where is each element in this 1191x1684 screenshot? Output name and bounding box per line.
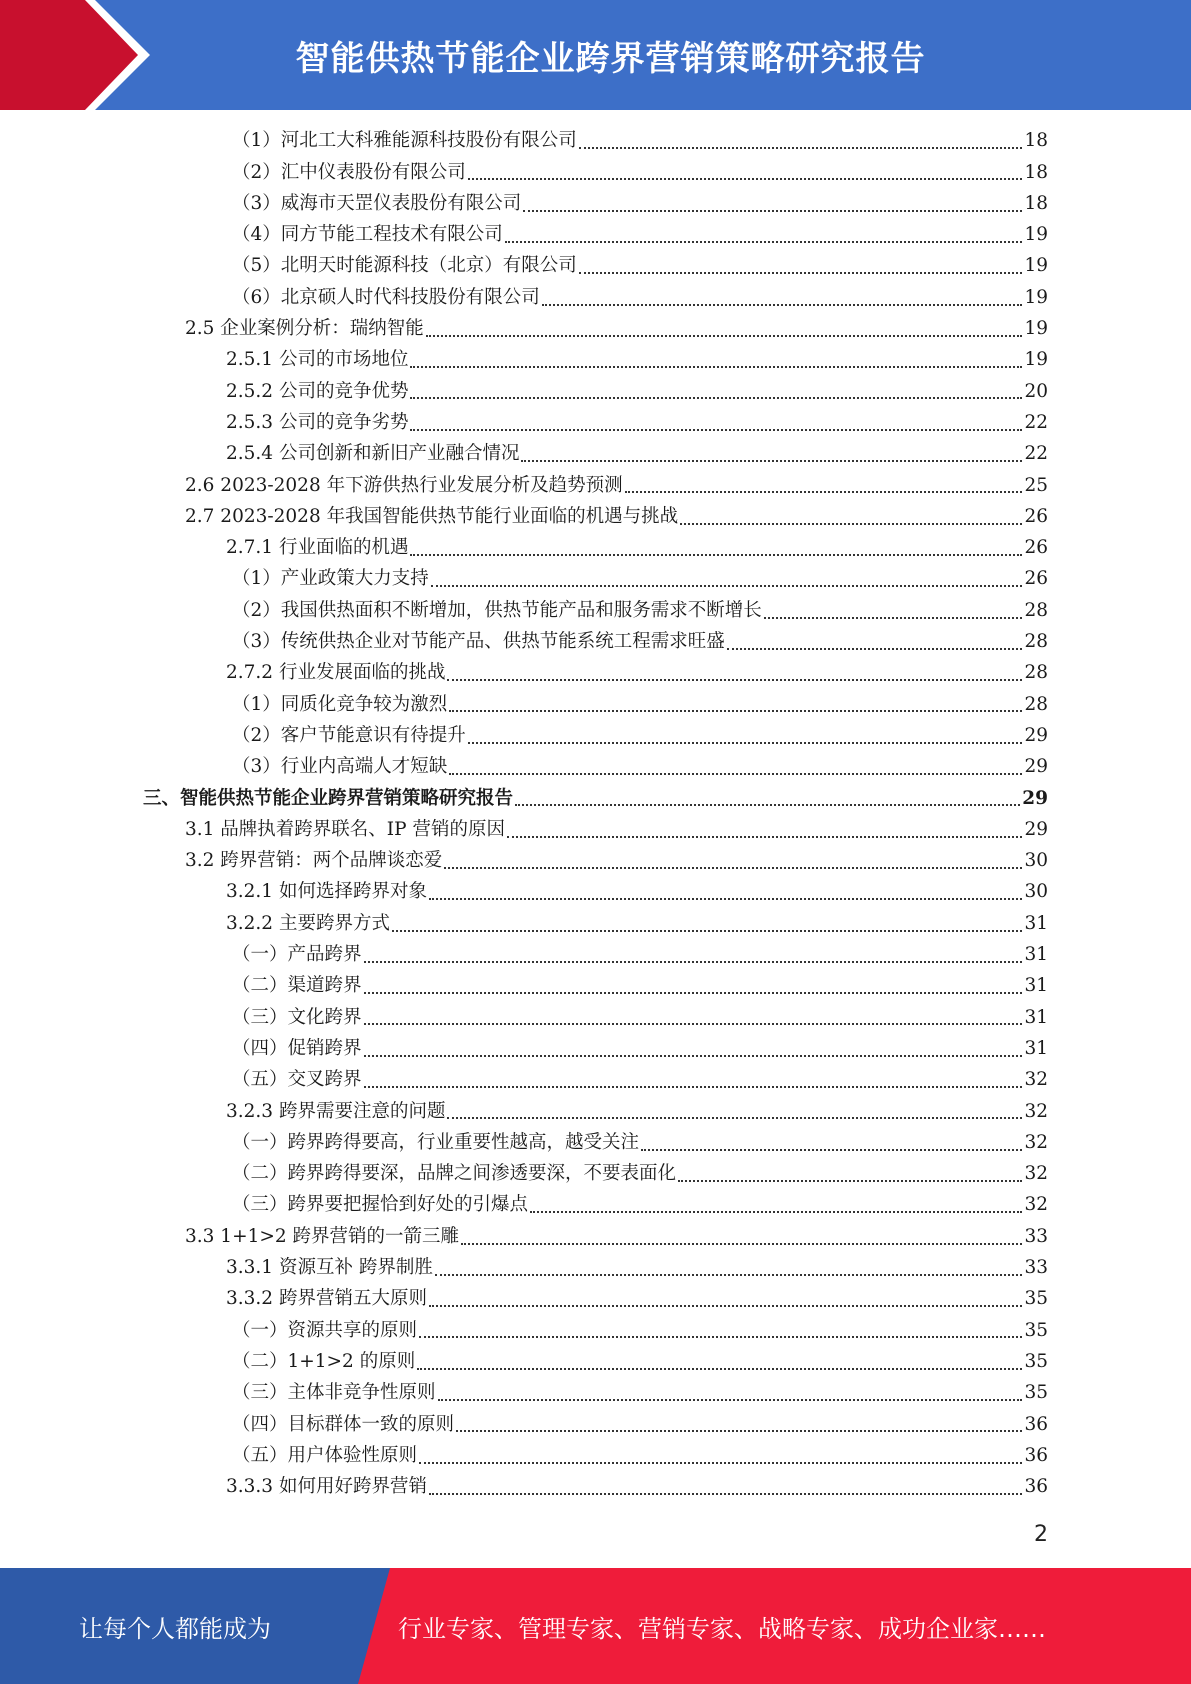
page-footer bbox=[0, 1568, 1191, 1684]
toc-entry-label: （三）跨界要把握恰到好处的引爆点 bbox=[232, 1194, 529, 1216]
toc-entry-page: 29 bbox=[1024, 724, 1048, 746]
toc-entry[interactable] bbox=[232, 564, 1048, 595]
toc-entry-label: （2）客户节能意识有待提升 bbox=[232, 724, 466, 746]
page-header bbox=[0, 0, 1191, 110]
toc-entry-label: （3）行业内高端人才短缺 bbox=[232, 756, 448, 778]
toc-entry-label: （三）文化跨界 bbox=[232, 1006, 362, 1028]
toc-entry-label: 2.5 企业案例分析：瑞纳智能 bbox=[185, 318, 424, 340]
toc-entry[interactable] bbox=[232, 189, 1048, 220]
toc-entry[interactable] bbox=[232, 1441, 1048, 1472]
toc-dot-leader bbox=[530, 1210, 1022, 1213]
toc-entry-label: （5）北明天时能源科技（北京）有限公司 bbox=[232, 255, 577, 277]
toc-dot-leader bbox=[447, 1116, 1022, 1119]
toc-entry-label: （3）威海市天罡仪表股份有限公司 bbox=[232, 192, 522, 214]
toc-entry-label: （1）河北工大科雅能源科技股份有限公司 bbox=[232, 130, 577, 152]
toc-entry[interactable] bbox=[226, 909, 1048, 940]
toc-entry[interactable] bbox=[143, 783, 1048, 814]
toc-entry[interactable] bbox=[226, 533, 1048, 564]
toc-entry-page: 19 bbox=[1024, 318, 1048, 340]
toc-dot-leader bbox=[417, 1367, 1022, 1370]
toc-entry-page: 28 bbox=[1024, 662, 1048, 684]
toc-entry-page: 26 bbox=[1024, 537, 1048, 559]
toc-entry-page: 28 bbox=[1024, 631, 1048, 653]
toc-dot-leader bbox=[429, 897, 1022, 900]
toc-entry-label: 3.2.2 主要跨界方式 bbox=[226, 912, 390, 934]
toc-entry-page: 29 bbox=[1022, 787, 1048, 809]
toc-entry[interactable] bbox=[232, 940, 1048, 971]
toc-dot-leader bbox=[410, 428, 1022, 431]
toc-entry-label: （1）同质化竞争较为激烈 bbox=[232, 693, 448, 715]
toc-entry-label: 2.7.1 行业面临的机遇 bbox=[226, 537, 409, 559]
toc-entry-label: 3.3 1+1>2 跨界营销的一箭三雕 bbox=[185, 1225, 459, 1247]
toc-entry[interactable] bbox=[185, 846, 1048, 877]
toc-entry[interactable] bbox=[232, 689, 1048, 720]
toc-dot-leader bbox=[542, 303, 1023, 306]
toc-dot-leader bbox=[426, 334, 1023, 337]
toc-entry-label: （五）用户体验性原则 bbox=[232, 1444, 418, 1466]
toc-entry-page: 28 bbox=[1024, 599, 1048, 621]
toc-entry[interactable] bbox=[185, 314, 1048, 345]
toc-dot-leader bbox=[468, 741, 1023, 744]
toc-entry-page: 36 bbox=[1024, 1444, 1048, 1466]
toc-entry-page: 31 bbox=[1024, 1006, 1048, 1028]
toc-entry-label: 2.6 2023-2028 年下游供热行业发展分析及趋势预测 bbox=[185, 474, 623, 496]
toc-entry[interactable] bbox=[226, 1253, 1048, 1284]
toc-entry[interactable] bbox=[185, 815, 1048, 846]
toc-entry[interactable] bbox=[232, 752, 1048, 783]
toc-entry[interactable] bbox=[232, 1128, 1048, 1159]
toc-entry-page: 31 bbox=[1024, 944, 1048, 966]
toc-dot-leader bbox=[447, 678, 1022, 681]
toc-entry[interactable] bbox=[226, 1472, 1048, 1503]
toc-entry-label: （2）汇中仪表股份有限公司 bbox=[232, 161, 466, 183]
toc-entry[interactable] bbox=[232, 251, 1048, 282]
toc-entry-label: 2.5.2 公司的竞争优势 bbox=[226, 380, 409, 402]
toc-entry-page: 26 bbox=[1024, 568, 1048, 590]
toc-entry-page: 31 bbox=[1024, 912, 1048, 934]
toc-entry-page: 35 bbox=[1024, 1319, 1048, 1341]
toc-entry[interactable] bbox=[232, 721, 1048, 752]
toc-entry[interactable] bbox=[226, 345, 1048, 376]
toc-entry-page: 18 bbox=[1024, 130, 1048, 152]
toc-entry[interactable] bbox=[232, 1065, 1048, 1096]
toc-entry-page: 22 bbox=[1024, 443, 1048, 465]
toc-entry-label: （三）主体非竞争性原则 bbox=[232, 1382, 436, 1404]
toc-entry[interactable] bbox=[232, 1034, 1048, 1065]
toc-entry-page: 32 bbox=[1024, 1069, 1048, 1091]
toc-entry[interactable] bbox=[185, 1222, 1048, 1253]
toc-entry-page: 25 bbox=[1024, 474, 1048, 496]
toc-entry-label: （一）产品跨界 bbox=[232, 944, 362, 966]
toc-entry[interactable] bbox=[232, 596, 1048, 627]
toc-dot-leader bbox=[641, 1148, 1022, 1151]
toc-dot-leader bbox=[429, 1304, 1022, 1307]
toc-entry-label: （一）跨界跨得要高，行业重要性越高，越受关注 bbox=[232, 1131, 640, 1153]
toc-entry-label: （4）同方节能工程技术有限公司 bbox=[232, 224, 503, 246]
toc-entry[interactable] bbox=[226, 408, 1048, 439]
toc-entry-page: 36 bbox=[1024, 1476, 1048, 1498]
toc-dot-leader bbox=[456, 1429, 1022, 1432]
toc-entry[interactable] bbox=[232, 1378, 1048, 1409]
toc-entry-label: （二）渠道跨界 bbox=[232, 975, 362, 997]
toc-entry[interactable] bbox=[226, 1096, 1048, 1127]
toc-dot-leader bbox=[364, 1054, 1023, 1057]
toc-dot-leader bbox=[364, 1085, 1023, 1088]
toc-entry-label: （五）交叉跨界 bbox=[232, 1069, 362, 1091]
toc-entry-label: （四）目标群体一致的原则 bbox=[232, 1413, 455, 1435]
toc-dot-leader bbox=[419, 1335, 1022, 1338]
toc-dot-leader bbox=[680, 522, 1022, 525]
toc-entry-page: 29 bbox=[1024, 756, 1048, 778]
toc-dot-leader bbox=[431, 584, 1023, 587]
toc-dot-leader bbox=[419, 1461, 1022, 1464]
toc-dot-leader bbox=[764, 616, 1023, 619]
toc-dot-leader bbox=[507, 835, 1023, 838]
footer-expert-list: 行业专家、管理专家、营销专家、战略专家、成功企业家…… bbox=[398, 1614, 1046, 1643]
toc-entry-page: 19 bbox=[1024, 286, 1048, 308]
toc-entry-page: 33 bbox=[1024, 1257, 1048, 1279]
toc-entry-page: 20 bbox=[1024, 380, 1048, 402]
toc-entry-label: 3.2.1 如何选择跨界对象 bbox=[226, 881, 427, 903]
toc-dot-leader bbox=[579, 146, 1023, 149]
toc-dot-leader bbox=[364, 1022, 1023, 1025]
toc-dot-leader bbox=[579, 271, 1023, 274]
toc-entry-label: （一）资源共享的原则 bbox=[232, 1319, 418, 1341]
toc-entry[interactable] bbox=[226, 439, 1048, 470]
page-number: 2 bbox=[1034, 1522, 1048, 1547]
toc-entry-label: 三、智能供热节能企业跨界营销策略研究报告 bbox=[143, 787, 514, 809]
toc-dot-leader bbox=[461, 1242, 1022, 1245]
toc-entry-page: 30 bbox=[1024, 850, 1048, 872]
toc-entry-label: 2.5.3 公司的竞争劣势 bbox=[226, 411, 409, 433]
toc-entry-page: 18 bbox=[1024, 192, 1048, 214]
toc-entry[interactable] bbox=[232, 1159, 1048, 1190]
toc-entry-page: 28 bbox=[1024, 693, 1048, 715]
toc-entry-page: 32 bbox=[1024, 1194, 1048, 1216]
toc-dot-leader bbox=[364, 991, 1023, 994]
toc-entry-label: 2.7.2 行业发展面临的挑战 bbox=[226, 662, 446, 684]
toc-entry-page: 32 bbox=[1024, 1131, 1048, 1153]
toc-entry-label: 3.2 跨界营销：两个品牌谈恋爱 bbox=[185, 850, 443, 872]
toc-entry-label: 3.3.1 资源互补 跨界制胜 bbox=[226, 1257, 433, 1279]
header-arrow-decoration bbox=[0, 0, 150, 110]
toc-entry-page: 18 bbox=[1024, 161, 1048, 183]
toc-entry[interactable] bbox=[232, 283, 1048, 314]
toc-entry-label: 3.1 品牌执着跨界联名、IP 营销的原因 bbox=[185, 818, 505, 840]
report-title: 智能供热节能企业跨界营销策略研究报告 bbox=[295, 38, 926, 79]
toc-dot-leader bbox=[410, 396, 1022, 399]
toc-entry-page: 31 bbox=[1024, 975, 1048, 997]
footer-slogan: 让每个人都能成为 bbox=[79, 1614, 271, 1643]
toc-entry[interactable] bbox=[232, 1315, 1048, 1346]
toc-entry[interactable] bbox=[232, 627, 1048, 658]
toc-entry[interactable] bbox=[226, 376, 1048, 407]
toc-entry[interactable] bbox=[226, 1284, 1048, 1315]
toc-entry-page: 33 bbox=[1024, 1225, 1048, 1247]
toc-entry-page: 32 bbox=[1024, 1163, 1048, 1185]
toc-entry-page: 35 bbox=[1024, 1382, 1048, 1404]
toc-entry-label: （四）促销跨界 bbox=[232, 1037, 362, 1059]
toc-entry-label: 3.2.3 跨界需要注意的问题 bbox=[226, 1100, 446, 1122]
toc-entry[interactable] bbox=[185, 502, 1048, 533]
toc-entry[interactable] bbox=[226, 658, 1048, 689]
toc-entry[interactable] bbox=[232, 1190, 1048, 1221]
toc-dot-leader bbox=[438, 1398, 1023, 1401]
toc-entry-label: （6）北京硕人时代科技股份有限公司 bbox=[232, 286, 540, 308]
toc-entry-page: 30 bbox=[1024, 881, 1048, 903]
toc-entry[interactable] bbox=[232, 1002, 1048, 1033]
toc-entry-page: 19 bbox=[1024, 224, 1048, 246]
toc-entry[interactable] bbox=[232, 157, 1048, 188]
toc-dot-leader bbox=[678, 1179, 1022, 1182]
toc-entry-label: 2.5.4 公司创新和新旧产业融合情况 bbox=[226, 443, 520, 465]
toc-entry-label: （2）我国供热面积不断增加，供热节能产品和服务需求不断增长 bbox=[232, 599, 762, 621]
toc-entry-label: 3.3.3 如何用好跨界营销 bbox=[226, 1476, 427, 1498]
toc-entry-label: （1）产业政策大力支持 bbox=[232, 568, 429, 590]
toc-entry-label: （二）1+1>2 的原则 bbox=[232, 1350, 416, 1372]
toc-entry-page: 22 bbox=[1024, 411, 1048, 433]
toc-dot-leader bbox=[449, 772, 1022, 775]
toc-entry[interactable] bbox=[185, 470, 1048, 501]
toc-entry-label: 2.7 2023-2028 年我国智能供热节能行业面临的机遇与挑战 bbox=[185, 505, 679, 527]
toc-dot-leader bbox=[521, 459, 1022, 462]
toc-dot-leader bbox=[468, 177, 1023, 180]
toc-entry[interactable] bbox=[226, 877, 1048, 908]
toc-entry[interactable] bbox=[232, 971, 1048, 1002]
toc-dot-leader bbox=[727, 647, 1023, 650]
toc-entry[interactable] bbox=[232, 1347, 1048, 1378]
toc-entry-page: 19 bbox=[1024, 349, 1048, 371]
toc-entry-label: （3）传统供热企业对节能产品、供热节能系统工程需求旺盛 bbox=[232, 631, 725, 653]
toc-dot-leader bbox=[410, 553, 1022, 556]
toc-entry[interactable] bbox=[232, 1409, 1048, 1440]
toc-entry-page: 32 bbox=[1024, 1100, 1048, 1122]
toc-entry-page: 26 bbox=[1024, 505, 1048, 527]
toc-dot-leader bbox=[625, 490, 1023, 493]
toc-dot-leader bbox=[392, 929, 1022, 932]
toc-entry-page: 19 bbox=[1024, 255, 1048, 277]
toc-entry-page: 35 bbox=[1024, 1288, 1048, 1310]
toc-entry[interactable] bbox=[232, 126, 1048, 157]
toc-dot-leader bbox=[410, 365, 1022, 368]
toc-entry-label: （二）跨界跨得要深，品牌之间渗透要深，不要表面化 bbox=[232, 1163, 677, 1185]
toc-dot-leader bbox=[444, 866, 1022, 869]
toc-entry-label: 3.3.2 跨界营销五大原则 bbox=[226, 1288, 427, 1310]
toc-dot-leader bbox=[429, 1492, 1022, 1495]
toc-entry-label: 2.5.1 公司的市场地位 bbox=[226, 349, 409, 371]
toc-dot-leader bbox=[515, 803, 1020, 806]
toc-entry-page: 35 bbox=[1024, 1350, 1048, 1372]
toc-entry-page: 31 bbox=[1024, 1037, 1048, 1059]
toc-entry-page: 29 bbox=[1024, 818, 1048, 840]
toc-entry-page: 36 bbox=[1024, 1413, 1048, 1435]
toc-entry[interactable] bbox=[232, 220, 1048, 251]
toc-dot-leader bbox=[505, 240, 1023, 243]
toc-dot-leader bbox=[435, 1273, 1023, 1276]
toc-dot-leader bbox=[364, 960, 1023, 963]
toc-dot-leader bbox=[523, 209, 1022, 212]
toc-dot-leader bbox=[449, 709, 1022, 712]
